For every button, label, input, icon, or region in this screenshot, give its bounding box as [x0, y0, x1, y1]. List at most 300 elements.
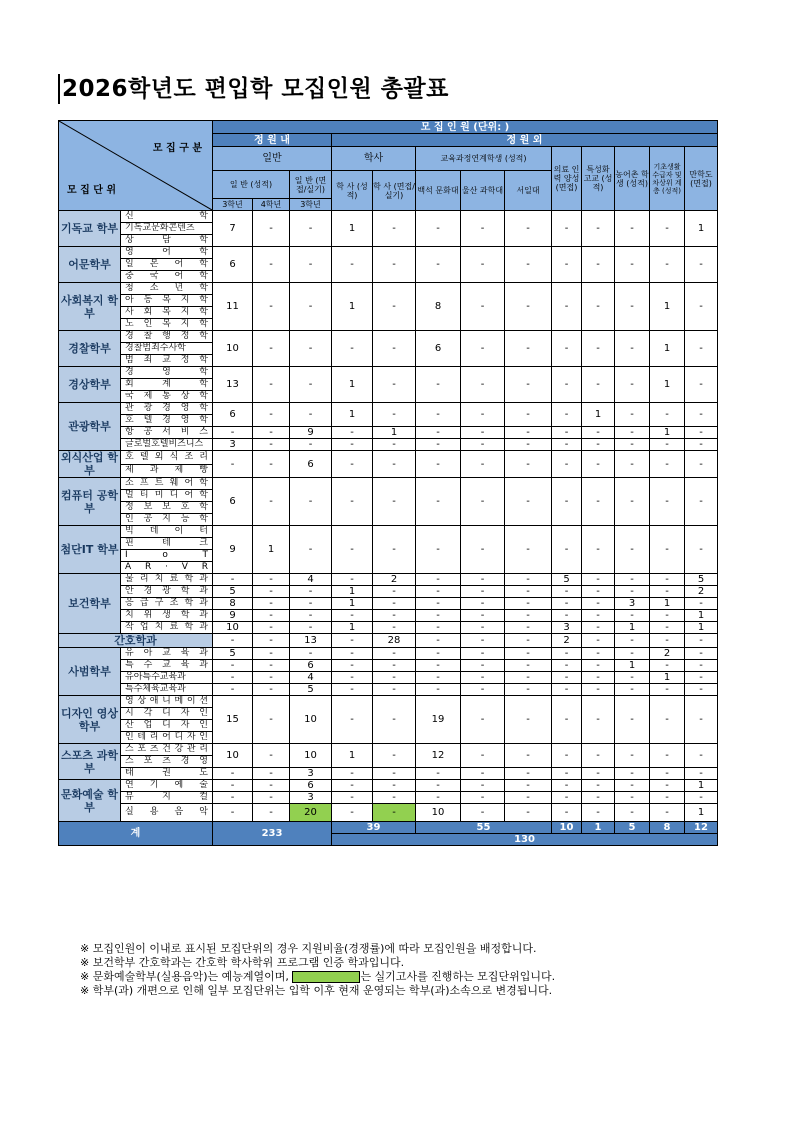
value-cell: -	[552, 804, 582, 822]
dept-cell: 정 보 보 호 학	[121, 502, 213, 514]
value-cell: -	[461, 804, 505, 822]
value-cell: -	[650, 610, 685, 622]
value-cell: -	[505, 660, 552, 672]
table-row	[59, 574, 718, 586]
table-row	[59, 331, 718, 343]
value-cell: -	[290, 367, 332, 403]
value-cell: -	[505, 768, 552, 780]
dept-cell: 빅 데 이 터	[121, 526, 213, 538]
value-cell: -	[290, 478, 332, 526]
value-cell: -	[615, 634, 650, 648]
value-cell: -	[213, 660, 253, 672]
value-cell: -	[615, 439, 650, 451]
value-cell: -	[505, 574, 552, 586]
value-cell: -	[505, 427, 552, 439]
value-cell: -	[505, 367, 552, 403]
value-cell: -	[650, 403, 685, 427]
value-cell: -	[552, 331, 582, 367]
value-cell: -	[332, 780, 373, 792]
dept-cell: 특수체육교육과	[121, 684, 213, 696]
value-cell: -	[461, 574, 505, 586]
value-cell: -	[615, 792, 650, 804]
value-cell: -	[461, 283, 505, 331]
dept-cell: 특 수 교 육 과	[121, 660, 213, 672]
value-cell: 5	[213, 586, 253, 598]
value-cell: -	[615, 451, 650, 478]
value-cell: -	[253, 792, 290, 804]
dept-cell: 스 포 츠 건 강 관 리	[121, 744, 213, 756]
value-cell: -	[582, 792, 615, 804]
value-cell: -	[582, 622, 615, 634]
value-cell: -	[552, 744, 582, 768]
value-cell: -	[505, 634, 552, 648]
value-cell: -	[332, 610, 373, 622]
value-cell: 12	[416, 744, 461, 768]
value-cell: -	[650, 439, 685, 451]
value-cell: -	[332, 684, 373, 696]
value-cell: -	[416, 610, 461, 622]
dept-cell: 일 본 어 학	[121, 259, 213, 271]
value-cell: -	[253, 451, 290, 478]
value-cell: -	[685, 744, 718, 768]
value-cell: -	[650, 574, 685, 586]
college-cell: 어문학부	[59, 247, 121, 283]
value-cell: -	[505, 622, 552, 634]
value-cell: -	[615, 247, 650, 283]
value-cell: -	[615, 696, 650, 744]
col-ulsan: 울산 과학대	[461, 171, 505, 211]
value-cell: -	[552, 526, 582, 574]
col-general-interview: 일 반 (면접/실기)	[290, 171, 332, 199]
value-cell: 20	[290, 804, 332, 822]
value-cell: -	[552, 610, 582, 622]
value-cell: 10	[416, 804, 461, 822]
value-cell: -	[290, 622, 332, 634]
value-cell: -	[290, 439, 332, 451]
value-cell: -	[253, 622, 290, 634]
value-cell: -	[552, 660, 582, 672]
value-cell: -	[253, 574, 290, 586]
value-cell: -	[213, 780, 253, 792]
total-medical: 10	[552, 822, 582, 834]
value-cell: -	[461, 684, 505, 696]
value-cell: 28	[373, 634, 416, 648]
value-cell: -	[373, 526, 416, 574]
table-row	[59, 211, 718, 223]
college-cell: 사범학부	[59, 648, 121, 696]
value-cell: -	[332, 526, 373, 574]
value-cell: -	[253, 634, 290, 648]
note-1: ※ 모집인원이 이내로 표시된 모집단위의 경우 지원비율(경쟁률)에 따라 모집인원을 배정합니다.	[80, 942, 537, 955]
value-cell: -	[416, 586, 461, 598]
value-cell: -	[461, 403, 505, 427]
value-cell: -	[461, 586, 505, 598]
value-cell: -	[416, 478, 461, 526]
college-cell: 문화예술 학부	[59, 780, 121, 822]
value-cell: 9	[290, 427, 332, 439]
value-cell: -	[615, 672, 650, 684]
value-cell: -	[373, 744, 416, 768]
value-cell: -	[615, 804, 650, 822]
value-cell: -	[332, 574, 373, 586]
value-cell: 1	[615, 660, 650, 672]
value-cell: -	[505, 451, 552, 478]
value-cell: 15	[213, 696, 253, 744]
value-cell: -	[505, 247, 552, 283]
value-cell: -	[505, 586, 552, 598]
nursing-cell: 간호학과	[59, 634, 213, 648]
value-cell: 1	[332, 403, 373, 427]
value-cell: -	[461, 526, 505, 574]
value-cell: -	[685, 648, 718, 660]
dept-cell: I o T	[121, 550, 213, 562]
value-cell: -	[552, 598, 582, 610]
dept-cell: 호 텔 외 식 조 리	[121, 451, 213, 465]
value-cell: 1	[650, 367, 685, 403]
dept-cell: 사 회 복 지 학	[121, 307, 213, 319]
value-cell: -	[213, 427, 253, 439]
value-cell: 4	[290, 574, 332, 586]
value-cell: -	[615, 211, 650, 247]
value-cell: -	[552, 247, 582, 283]
value-cell: -	[461, 427, 505, 439]
table-row	[59, 648, 718, 660]
college-cell: 스포츠 과학부	[59, 744, 121, 780]
value-cell: -	[213, 684, 253, 696]
value-cell: -	[685, 660, 718, 672]
table-row	[59, 684, 718, 696]
year-3-interview: 3학년	[290, 199, 332, 211]
value-cell: -	[290, 526, 332, 574]
value-cell: -	[332, 634, 373, 648]
value-cell: 2	[650, 648, 685, 660]
col-medical: 의료 인력 양성 (면접)	[552, 147, 582, 211]
value-cell: -	[615, 331, 650, 367]
value-cell: -	[290, 586, 332, 598]
dept-cell: 국 제 통 상 학	[121, 391, 213, 403]
value-cell: -	[552, 211, 582, 247]
value-cell: 1	[650, 598, 685, 610]
college-cell: 컴퓨터 공학부	[59, 478, 121, 526]
table-row	[59, 622, 718, 634]
value-cell: -	[332, 427, 373, 439]
value-cell: -	[650, 768, 685, 780]
value-cell: -	[582, 211, 615, 247]
value-cell: -	[552, 403, 582, 427]
value-cell: -	[582, 744, 615, 768]
note-3-a: ※ 문화예술학부(실용음악)는 예능계열이며,	[80, 970, 289, 983]
dept-cell: 영 상 애 니 메 이 션	[121, 696, 213, 708]
table-row	[59, 792, 718, 804]
value-cell: 2	[685, 586, 718, 598]
bachelor-header: 학사	[332, 147, 416, 171]
value-cell: -	[615, 684, 650, 696]
value-cell: -	[505, 648, 552, 660]
dept-cell: 스 포 츠 경 영	[121, 756, 213, 768]
value-cell: -	[615, 403, 650, 427]
value-cell: -	[373, 672, 416, 684]
value-cell: -	[650, 526, 685, 574]
value-cell: -	[650, 780, 685, 792]
value-cell: -	[373, 403, 416, 427]
dept-cell: 아 동 복 지 학	[121, 295, 213, 307]
dept-cell: 핀 테 크	[121, 538, 213, 550]
value-cell: -	[253, 672, 290, 684]
value-cell: -	[685, 634, 718, 648]
value-cell: -	[685, 403, 718, 427]
value-cell: -	[552, 696, 582, 744]
value-cell: -	[416, 451, 461, 478]
value-cell: -	[650, 247, 685, 283]
total-bachelor: 39	[332, 822, 416, 834]
value-cell: -	[685, 526, 718, 574]
table-row	[59, 610, 718, 622]
value-cell: -	[505, 283, 552, 331]
value-cell: -	[615, 586, 650, 598]
value-cell: 1	[650, 672, 685, 684]
value-cell: -	[373, 247, 416, 283]
value-cell: -	[650, 478, 685, 526]
value-cell: -	[253, 660, 290, 672]
dept-cell: 관 광 경 영 학	[121, 403, 213, 415]
value-cell: -	[416, 526, 461, 574]
dept-cell: 범 죄 교 정 학	[121, 355, 213, 367]
value-cell: 6	[416, 331, 461, 367]
table-row	[59, 780, 718, 792]
value-cell: -	[290, 331, 332, 367]
value-cell: 10	[290, 744, 332, 768]
value-cell: 1	[650, 427, 685, 439]
value-cell: -	[253, 439, 290, 451]
value-cell: -	[253, 247, 290, 283]
college-cell: 보건학부	[59, 574, 121, 634]
value-cell: -	[373, 696, 416, 744]
dept-cell: 실 용 음 악	[121, 804, 213, 822]
value-cell: -	[416, 634, 461, 648]
value-cell: -	[582, 439, 615, 451]
value-cell: -	[332, 792, 373, 804]
value-cell: 1	[332, 283, 373, 331]
value-cell: -	[373, 367, 416, 403]
value-cell: 6	[213, 247, 253, 283]
value-cell: -	[461, 672, 505, 684]
value-cell: -	[582, 634, 615, 648]
table-body	[59, 211, 718, 822]
col-rural: 농어촌 학생 (성적)	[615, 147, 650, 211]
value-cell: -	[416, 439, 461, 451]
value-cell: -	[416, 622, 461, 634]
value-cell: -	[332, 768, 373, 780]
value-cell: -	[332, 247, 373, 283]
value-cell: -	[332, 672, 373, 684]
value-cell: -	[461, 768, 505, 780]
value-cell: -	[582, 648, 615, 660]
value-cell: -	[615, 610, 650, 622]
value-cell: -	[685, 367, 718, 403]
dept-cell: A R · V R	[121, 562, 213, 574]
value-cell: 6	[213, 478, 253, 526]
dept-cell: 호 텔 경 영 학	[121, 415, 213, 427]
value-cell: 5	[552, 574, 582, 586]
value-cell: -	[253, 283, 290, 331]
dept-cell: 항 공 서 비 스	[121, 427, 213, 439]
value-cell: -	[685, 427, 718, 439]
dept-cell: 중 국 어 학	[121, 271, 213, 283]
value-cell: -	[552, 768, 582, 780]
value-cell: -	[373, 451, 416, 478]
value-cell: -	[253, 367, 290, 403]
value-cell: -	[685, 696, 718, 744]
value-cell: -	[373, 598, 416, 610]
col-basic: 기초생활 수급자 및 차상위 계층 (성적)	[650, 147, 685, 211]
value-cell: 1	[253, 526, 290, 574]
college-cell: 디자인 영상학부	[59, 696, 121, 744]
value-cell: -	[373, 211, 416, 247]
value-cell: -	[373, 622, 416, 634]
total-label: 계	[59, 822, 213, 846]
value-cell: -	[505, 804, 552, 822]
value-cell: 19	[416, 696, 461, 744]
dept-cell: 유 아 교 육 과	[121, 648, 213, 660]
value-cell: -	[373, 586, 416, 598]
value-cell: -	[332, 439, 373, 451]
note-2: ※ 보건학부 간호학과는 간호학 학사학위 프로그램 인증 학과입니다.	[80, 956, 405, 969]
value-cell: 1	[332, 211, 373, 247]
value-cell: 3	[615, 598, 650, 610]
total-basic: 8	[650, 822, 685, 834]
value-cell: -	[253, 598, 290, 610]
dept-cell: 인 공 지 능 학	[121, 514, 213, 526]
value-cell: -	[253, 804, 290, 822]
value-cell: -	[373, 478, 416, 526]
value-cell: -	[582, 598, 615, 610]
value-cell: -	[582, 247, 615, 283]
value-cell: 3	[290, 792, 332, 804]
value-cell: 4	[290, 672, 332, 684]
value-cell: -	[505, 672, 552, 684]
value-cell: -	[461, 610, 505, 622]
college-cell: 경찰학부	[59, 331, 121, 367]
value-cell: -	[685, 672, 718, 684]
value-cell: -	[685, 598, 718, 610]
value-cell: -	[253, 744, 290, 768]
value-cell: -	[416, 792, 461, 804]
dept-cell: 신 학	[121, 211, 213, 223]
value-cell: 1	[615, 622, 650, 634]
value-cell: -	[253, 768, 290, 780]
value-cell: -	[615, 768, 650, 780]
value-cell: 2	[552, 634, 582, 648]
value-cell: 3	[290, 768, 332, 780]
table-row	[59, 634, 718, 648]
page-title: 2026학년도 편입학 모집인원 총괄표	[58, 74, 449, 104]
value-cell: -	[253, 211, 290, 247]
value-cell: -	[582, 451, 615, 478]
value-cell: 3	[213, 439, 253, 451]
value-cell: -	[552, 672, 582, 684]
value-cell: -	[685, 684, 718, 696]
value-cell: 13	[290, 634, 332, 648]
value-cell: -	[650, 634, 685, 648]
value-cell: -	[373, 804, 416, 822]
value-cell: -	[582, 684, 615, 696]
dept-cell: 물 리 치 료 학 과	[121, 574, 213, 586]
value-cell: -	[332, 478, 373, 526]
value-cell: -	[615, 648, 650, 660]
value-cell: -	[416, 768, 461, 780]
total-late: 12	[685, 822, 718, 834]
note-3-b: 는 실기고사를 진행하는 모집단위입니다.	[360, 970, 556, 983]
value-cell: -	[332, 660, 373, 672]
dept-cell: 안 경 광 학 과	[121, 586, 213, 598]
table-row	[59, 672, 718, 684]
value-cell: -	[290, 610, 332, 622]
dept-cell: 제 과 제 빵	[121, 464, 213, 478]
value-cell: 5	[290, 684, 332, 696]
dept-cell: 영 어 학	[121, 247, 213, 259]
value-cell: 5	[213, 648, 253, 660]
value-cell: -	[332, 331, 373, 367]
college-cell: 관광학부	[59, 403, 121, 451]
value-cell: -	[461, 598, 505, 610]
value-cell: -	[416, 367, 461, 403]
value-cell: -	[416, 427, 461, 439]
curriculum-header: 교육과정연계학생 (성적)	[416, 147, 552, 171]
value-cell: 1	[685, 211, 718, 247]
value-cell: -	[552, 684, 582, 696]
value-cell: -	[505, 439, 552, 451]
value-cell: -	[416, 780, 461, 792]
table-row	[59, 367, 718, 379]
table-row	[59, 768, 718, 780]
dept-cell: 작 업 치 료 학 과	[121, 622, 213, 634]
value-cell: 1	[685, 622, 718, 634]
value-cell: -	[373, 283, 416, 331]
value-cell: -	[461, 367, 505, 403]
value-cell: 10	[213, 744, 253, 768]
corner-top-label: 모 집 구 분	[152, 143, 202, 154]
college-cell: 첨단IT 학부	[59, 526, 121, 574]
value-cell: -	[253, 648, 290, 660]
recruitment-table	[58, 120, 718, 846]
value-cell: 9	[213, 526, 253, 574]
highlight-swatch	[292, 971, 360, 983]
value-cell: -	[552, 427, 582, 439]
value-cell: -	[290, 403, 332, 427]
dept-cell: 상 담 학	[121, 235, 213, 247]
dept-cell: 소 프 트 웨 어 학	[121, 478, 213, 490]
table-row	[59, 804, 718, 822]
table-row	[59, 696, 718, 708]
value-cell: -	[615, 283, 650, 331]
value-cell: 6	[290, 660, 332, 672]
value-cell: -	[650, 684, 685, 696]
value-cell: -	[373, 684, 416, 696]
value-cell: -	[505, 684, 552, 696]
value-cell: -	[373, 610, 416, 622]
dept-cell: 청 소 년 학	[121, 283, 213, 295]
dept-cell: 기독교문화콘텐츠	[121, 223, 213, 235]
dept-cell: 경 찰 행 정 학	[121, 331, 213, 343]
value-cell: -	[416, 648, 461, 660]
value-cell: -	[505, 696, 552, 744]
value-cell: 1	[650, 283, 685, 331]
value-cell: 1	[685, 804, 718, 822]
value-cell: -	[290, 598, 332, 610]
dept-cell: 인 테 리 어 디 자 인	[121, 732, 213, 744]
value-cell: -	[213, 451, 253, 478]
value-cell: -	[416, 598, 461, 610]
